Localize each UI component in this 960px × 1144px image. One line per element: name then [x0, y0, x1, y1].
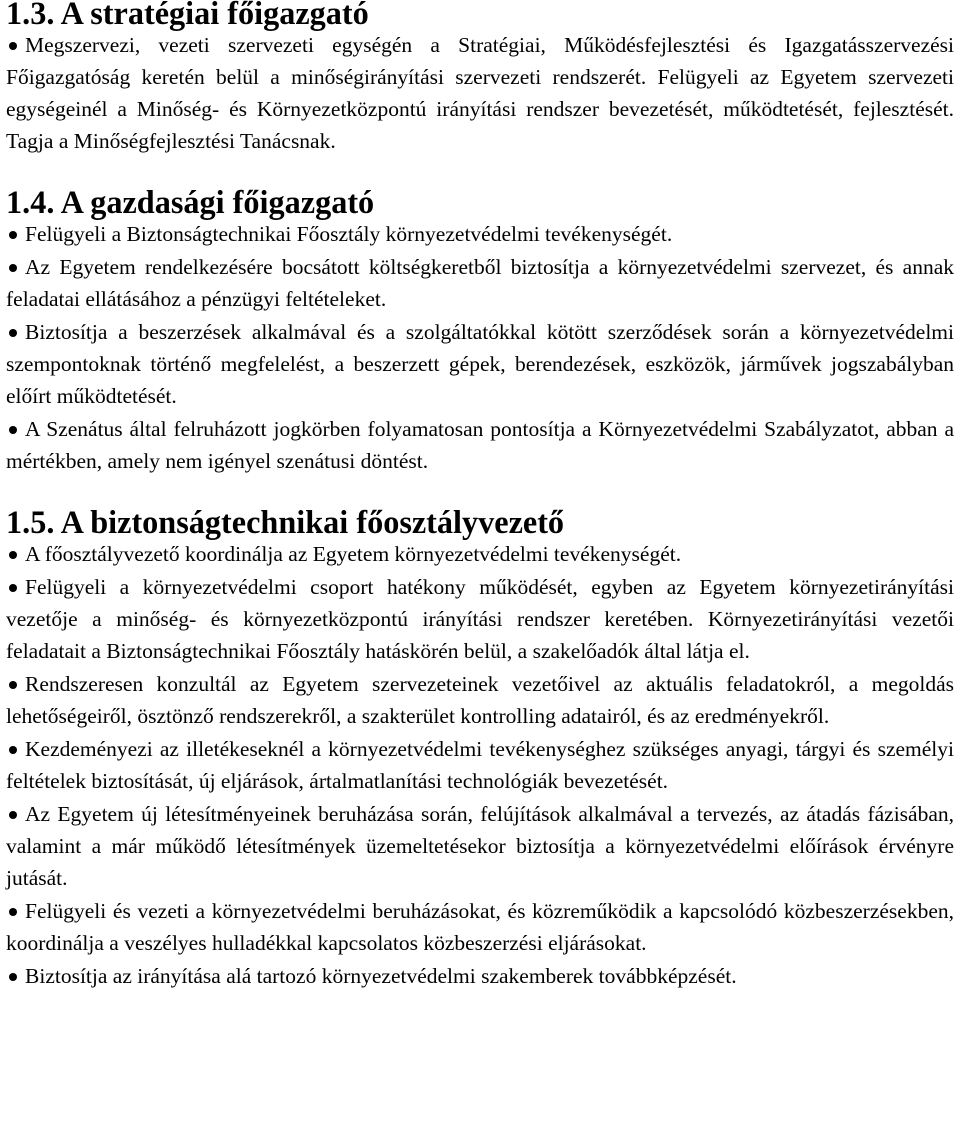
- list-item: [6, 668, 954, 732]
- section-heading-1-4: 1.4. A gazdasági főigazgató: [6, 184, 375, 220]
- list-item-text: A főosztályvezető koordinálja az Egyetem környezetvédelmi tevékenységét.: [25, 542, 682, 566]
- bullet-list-1-3: [6, 29, 954, 157]
- list-item: [6, 798, 954, 894]
- list-item-text: Kezdeményezi az illetékeseknél a környezetvédelmi tevékenységhez szükséges anyagi, tárgyi és személyi feltételek biztosítását, új eljárások, ártalmatlanítási technológiák bevezetését.: [6, 737, 954, 793]
- list-item-text: A Szenátus által felruházott jogkörben folyamatosan pontosítja a Környezetvédelmi Szabályzatot, abban a mértékben, amely nem igényel szenátusi döntést.: [6, 417, 954, 473]
- bullet-icon: [9, 681, 17, 689]
- list-item-text: Felügyeli a környezetvédelmi csoport hatékony működését, egyben az Egyetem környezetirányítási vezetője a minőség- és környezetközpontú irányítási rendszer keretében. Környezetirányítási vezetői feladatait a Biztonságtechnikai Főosztály hatáskörén belül, a szakelőadók által látja el.: [6, 575, 954, 663]
- list-item: [6, 960, 954, 992]
- list-item-text: Biztosítja a beszerzések alkalmával és a szolgáltatókkal kötött szerződések során a környezetvédelmi szempontoknak történő megfelelést, a beszerzett gépek, berendezések, eszközök, járművek jogszabályban előírt működtetését.: [6, 320, 954, 408]
- bullet-icon: [9, 746, 17, 754]
- list-item-text: Biztosítja az irányítása alá tartozó környezetvédelmi szakemberek továbbképzését.: [25, 964, 737, 988]
- list-item-text: Rendszeresen konzultál az Egyetem szervezeteinek vezetőivel az aktuális feladatokról, a megoldás lehetőségeiről, ösztönző rendszerekről, a szakterület kontrolling adatairól, és az eredményekről.: [6, 672, 954, 728]
- bullet-icon: [9, 973, 17, 981]
- list-item: [6, 571, 954, 667]
- bullet-icon: [9, 908, 17, 916]
- bullet-icon: [9, 329, 17, 337]
- list-item-text: Megszervezi, vezeti szervezeti egységén a Stratégiai, Működésfejlesztési és Igazgatásszervezési Főigazgatóság keretén belül a minőségirányítási szervezeti rendszerét. Felügyeli az Egyetem szervezeti egységeinél a Minőség- és Környezetközpontú irányítási rendszer bevezetését, működtetését, fejlesztését. Tagja a Minőségfejlesztési Tanácsnak.: [6, 33, 954, 153]
- list-item: [6, 413, 954, 477]
- bullet-icon: [9, 264, 17, 272]
- section-heading-1-5: 1.5. A biztonságtechnikai főosztályvezető: [6, 504, 565, 540]
- list-item-text: Felügyeli a Biztonságtechnikai Főosztály környezetvédelmi tevékenységét.: [25, 222, 673, 246]
- bullet-list-1-4: [6, 218, 954, 477]
- list-item: [6, 733, 954, 797]
- list-item: [6, 316, 954, 412]
- list-item-text: Felügyeli és vezeti a környezetvédelmi beruházásokat, és közreműködik a kapcsolódó közbeszerzésekben, koordinálja a veszélyes hulladékkal kapcsolatos közbeszerzési eljárásokat.: [6, 899, 954, 955]
- bullet-icon: [9, 42, 17, 50]
- bullet-icon: [9, 231, 17, 239]
- bullet-icon: [9, 811, 17, 819]
- bullet-list-1-5: [6, 538, 954, 992]
- bullet-icon: [9, 584, 17, 592]
- list-item: [6, 29, 954, 157]
- bullet-icon: [9, 426, 17, 434]
- bullet-icon: [9, 551, 17, 559]
- list-item: [6, 538, 954, 570]
- section-heading-1-3: 1.3. A stratégiai főigazgató: [6, 0, 369, 31]
- list-item: [6, 895, 954, 959]
- list-item-text: Az Egyetem rendelkezésére bocsátott költségkeretből biztosítja a környezetvédelmi szervezet, és annak feladatai ellátásához a pénzügyi feltételeket.: [6, 255, 954, 311]
- list-item-text: Az Egyetem új létesítményeinek beruházása során, felújítások alkalmával a tervezés, az átadás fázisában, valamint a már működő létesítmények üzemeltetésekor biztosítja a környezetvédelmi előírások érvényre jutását.: [6, 802, 954, 890]
- list-item: [6, 251, 954, 315]
- list-item: [6, 218, 954, 250]
